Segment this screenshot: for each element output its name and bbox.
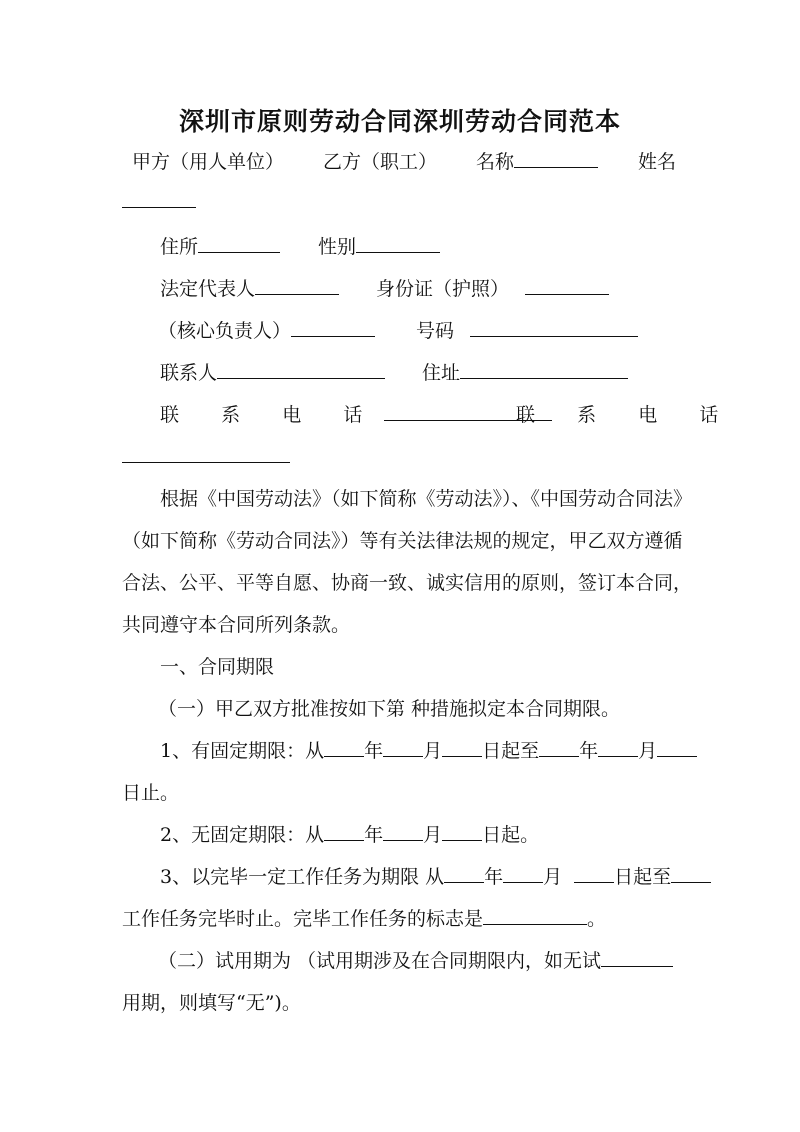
opt1-start-day-blank[interactable]: [442, 738, 482, 757]
surname-blank[interactable]: [122, 189, 196, 208]
option-1-prefix: 1、有固定期限：从: [160, 740, 325, 762]
opt3-day-blank[interactable]: [574, 864, 614, 883]
opt1-end-year-blank[interactable]: [539, 738, 579, 757]
residence-label: 住址: [422, 362, 461, 384]
document-title: 深圳市原则劳动合同深圳劳动合同范本: [178, 107, 621, 136]
phone-b-blank[interactable]: [122, 444, 290, 463]
phone-a-field: [160, 402, 552, 428]
address-label: 住所: [160, 236, 199, 258]
address-field: [160, 234, 280, 260]
gender-blank[interactable]: [356, 234, 440, 253]
opt2-year-label: 年: [364, 824, 384, 846]
option-2-line: [160, 822, 539, 848]
number-blank[interactable]: [470, 318, 638, 337]
opt2-month-label: 月: [423, 824, 443, 846]
name-blank[interactable]: [514, 149, 598, 168]
gender-label: 性别: [318, 236, 357, 258]
opt3-year-label: 年: [484, 866, 504, 888]
opt1-end-month-blank[interactable]: [598, 738, 638, 757]
legal-rep-label: 法定代表人: [160, 278, 256, 300]
opt1-start-label: 日起至: [482, 740, 540, 762]
name-field: [476, 149, 598, 175]
contact-field: [160, 360, 385, 386]
gender-field: [318, 234, 440, 260]
id-card-blank[interactable]: [525, 276, 609, 295]
opt2-month-blank[interactable]: [383, 822, 423, 841]
id-card-label: 身份证（护照）: [376, 278, 510, 300]
intro-line-4: 共同遵守本合同所列条款。: [122, 614, 351, 636]
clause-two-line-2: 用期，则填写“无”)。: [122, 992, 301, 1014]
phone-a-label: 联 系 电 话: [160, 404, 381, 426]
opt3-end-blank[interactable]: [671, 864, 711, 883]
name-label: 名称: [476, 151, 515, 173]
opt3-month-blank[interactable]: [503, 864, 543, 883]
phone-b-label: [516, 402, 736, 428]
opt1-year-label: 年: [364, 740, 384, 762]
probation-blank[interactable]: [601, 948, 673, 967]
option-1-line: [160, 738, 697, 764]
residence-field: [422, 360, 628, 386]
surname-field: [122, 189, 196, 215]
clause-two-line-1: [158, 948, 673, 974]
opt1-start-year-blank[interactable]: [324, 738, 364, 757]
opt1-end-year-label: 年: [579, 740, 599, 762]
number-label: 号码: [416, 320, 455, 342]
opt1-start-month-blank[interactable]: [383, 738, 423, 757]
opt1-month-label: 月: [423, 740, 443, 762]
opt3-from-label: 从: [425, 866, 445, 888]
option-3-prefix: 3、以完毕一定工作任务为期限: [160, 866, 420, 888]
clause-one: （一）甲乙双方批准按如下第 种措施拟定本合同期限。: [158, 698, 621, 720]
legal-rep-blank[interactable]: [255, 276, 339, 295]
principal-label: （核心负责人）: [158, 320, 292, 342]
opt1-end-month-label: 月: [638, 740, 658, 762]
option-3-line-2: [122, 906, 606, 932]
option-1-end: 日止。: [122, 782, 180, 804]
principal-blank[interactable]: [291, 318, 375, 337]
party-b-label: 乙方（职工）: [323, 151, 438, 173]
opt3-month-label: 月: [543, 866, 563, 888]
opt1-end-day-blank[interactable]: [657, 738, 697, 757]
option-3-line: [160, 864, 711, 890]
surname-label: 姓名: [638, 151, 677, 173]
intro-line-2: （如下简称《劳动合同法》）等有关法律法规的规定，甲乙双方遵循: [122, 530, 683, 552]
intro-line-1: 根据《中国劳动法》（如下简称《劳动法》）、《中国劳动合同法》: [160, 488, 693, 510]
option-2-prefix: 2、无固定期限：从: [160, 824, 325, 846]
opt3-year-blank[interactable]: [444, 864, 484, 883]
residence-blank[interactable]: [460, 360, 628, 379]
opt3-start-label: 日起至: [614, 866, 672, 888]
phone-b-text: 联 系 电 话: [516, 404, 737, 426]
opt3-completion-blank[interactable]: [483, 906, 587, 925]
section-heading: 一、合同期限: [160, 656, 275, 678]
phone-b-field: [122, 444, 290, 470]
opt2-year-blank[interactable]: [324, 822, 364, 841]
party-a-label: 甲方（用人单位）: [132, 151, 285, 173]
opt3-completion-text: 工作任务完毕时止。完毕工作任务的标志是: [122, 908, 484, 930]
contact-label: 联系人: [160, 362, 218, 384]
address-blank[interactable]: [198, 234, 280, 253]
id-card-field: [376, 276, 609, 302]
number-field: [416, 318, 638, 344]
opt2-day-blank[interactable]: [442, 822, 482, 841]
legal-rep-field: [160, 276, 339, 302]
opt2-start-label: 日起。: [482, 824, 540, 846]
intro-line-3: 合法、公平、平等自愿、协商一致、诚实信用的原则，签订本合同，: [122, 572, 693, 594]
clause-two-text: （二）试用期为 （试用期涉及在合同期限内，如无试: [158, 950, 602, 972]
principal-field: [158, 318, 375, 344]
contact-blank[interactable]: [217, 360, 385, 379]
opt3-period: 。: [587, 908, 607, 930]
